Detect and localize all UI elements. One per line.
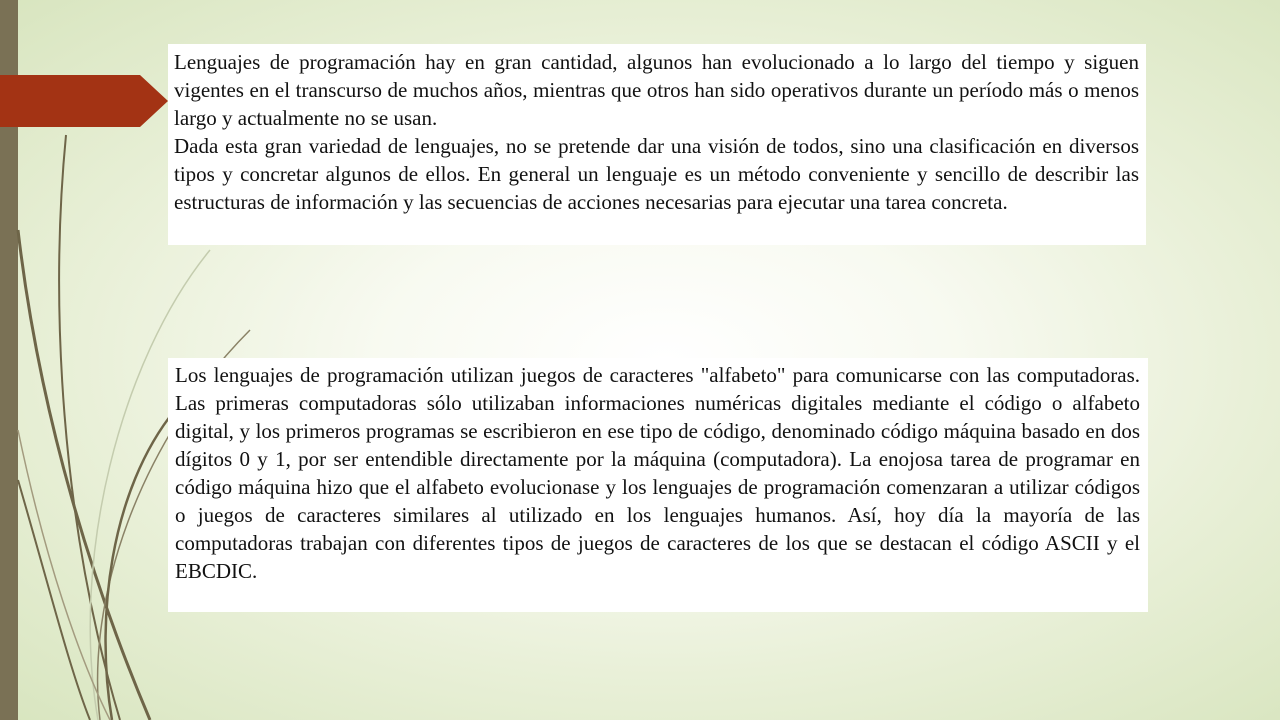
text-box-intro — [168, 44, 1146, 245]
paragraph-language-definition: Dada esta gran variedad de lenguajes, no se pretende dar una visión de todos, sino una clasificación en diversos tipos y concretar algunos de ellos. En general un lenguaje es un método conveniente y sencillo de describir las estructuras de información y las secuencias de acciones necesarias para ejecutar una tarea concreta. — [174, 134, 1139, 214]
text-box-character-sets — [168, 358, 1148, 612]
red-arrow-flag — [0, 75, 168, 127]
paragraph-languages-overview: Lenguajes de programación hay en gran cantidad, algunos han evolucionado a lo largo del tiempo y siguen vigentes en el transcurso de muchos años, mientras que otros han sido operativos durante un período más o menos largo y actualmente no se usan. — [174, 50, 1139, 130]
paragraph-character-sets: Los lenguajes de programación utilizan juegos de caracteres "alfabeto" para comunicarse con las computadoras. Las primeras computadoras sólo utilizaban informaciones numéricas digitales mediante el código o alfabeto digital, y los primeros programas se escribieron en ese tipo de código, denominado código máquina basado en dos dígitos 0 y 1, por ser entendible directamente por la máquina (computadora). La enojosa tarea de programar en código máquina hizo que el alfabeto evolucionase y los lenguajes de programación comenzaran a utilizar códigos o juegos de caracteres similares al utilizado en los lenguajes humanos. Así, hoy día la mayoría de las computadoras trabajan con diferentes tipos de juegos de caracteres de los que se destacan el código ASCII y el EBCDIC. — [175, 363, 1140, 583]
